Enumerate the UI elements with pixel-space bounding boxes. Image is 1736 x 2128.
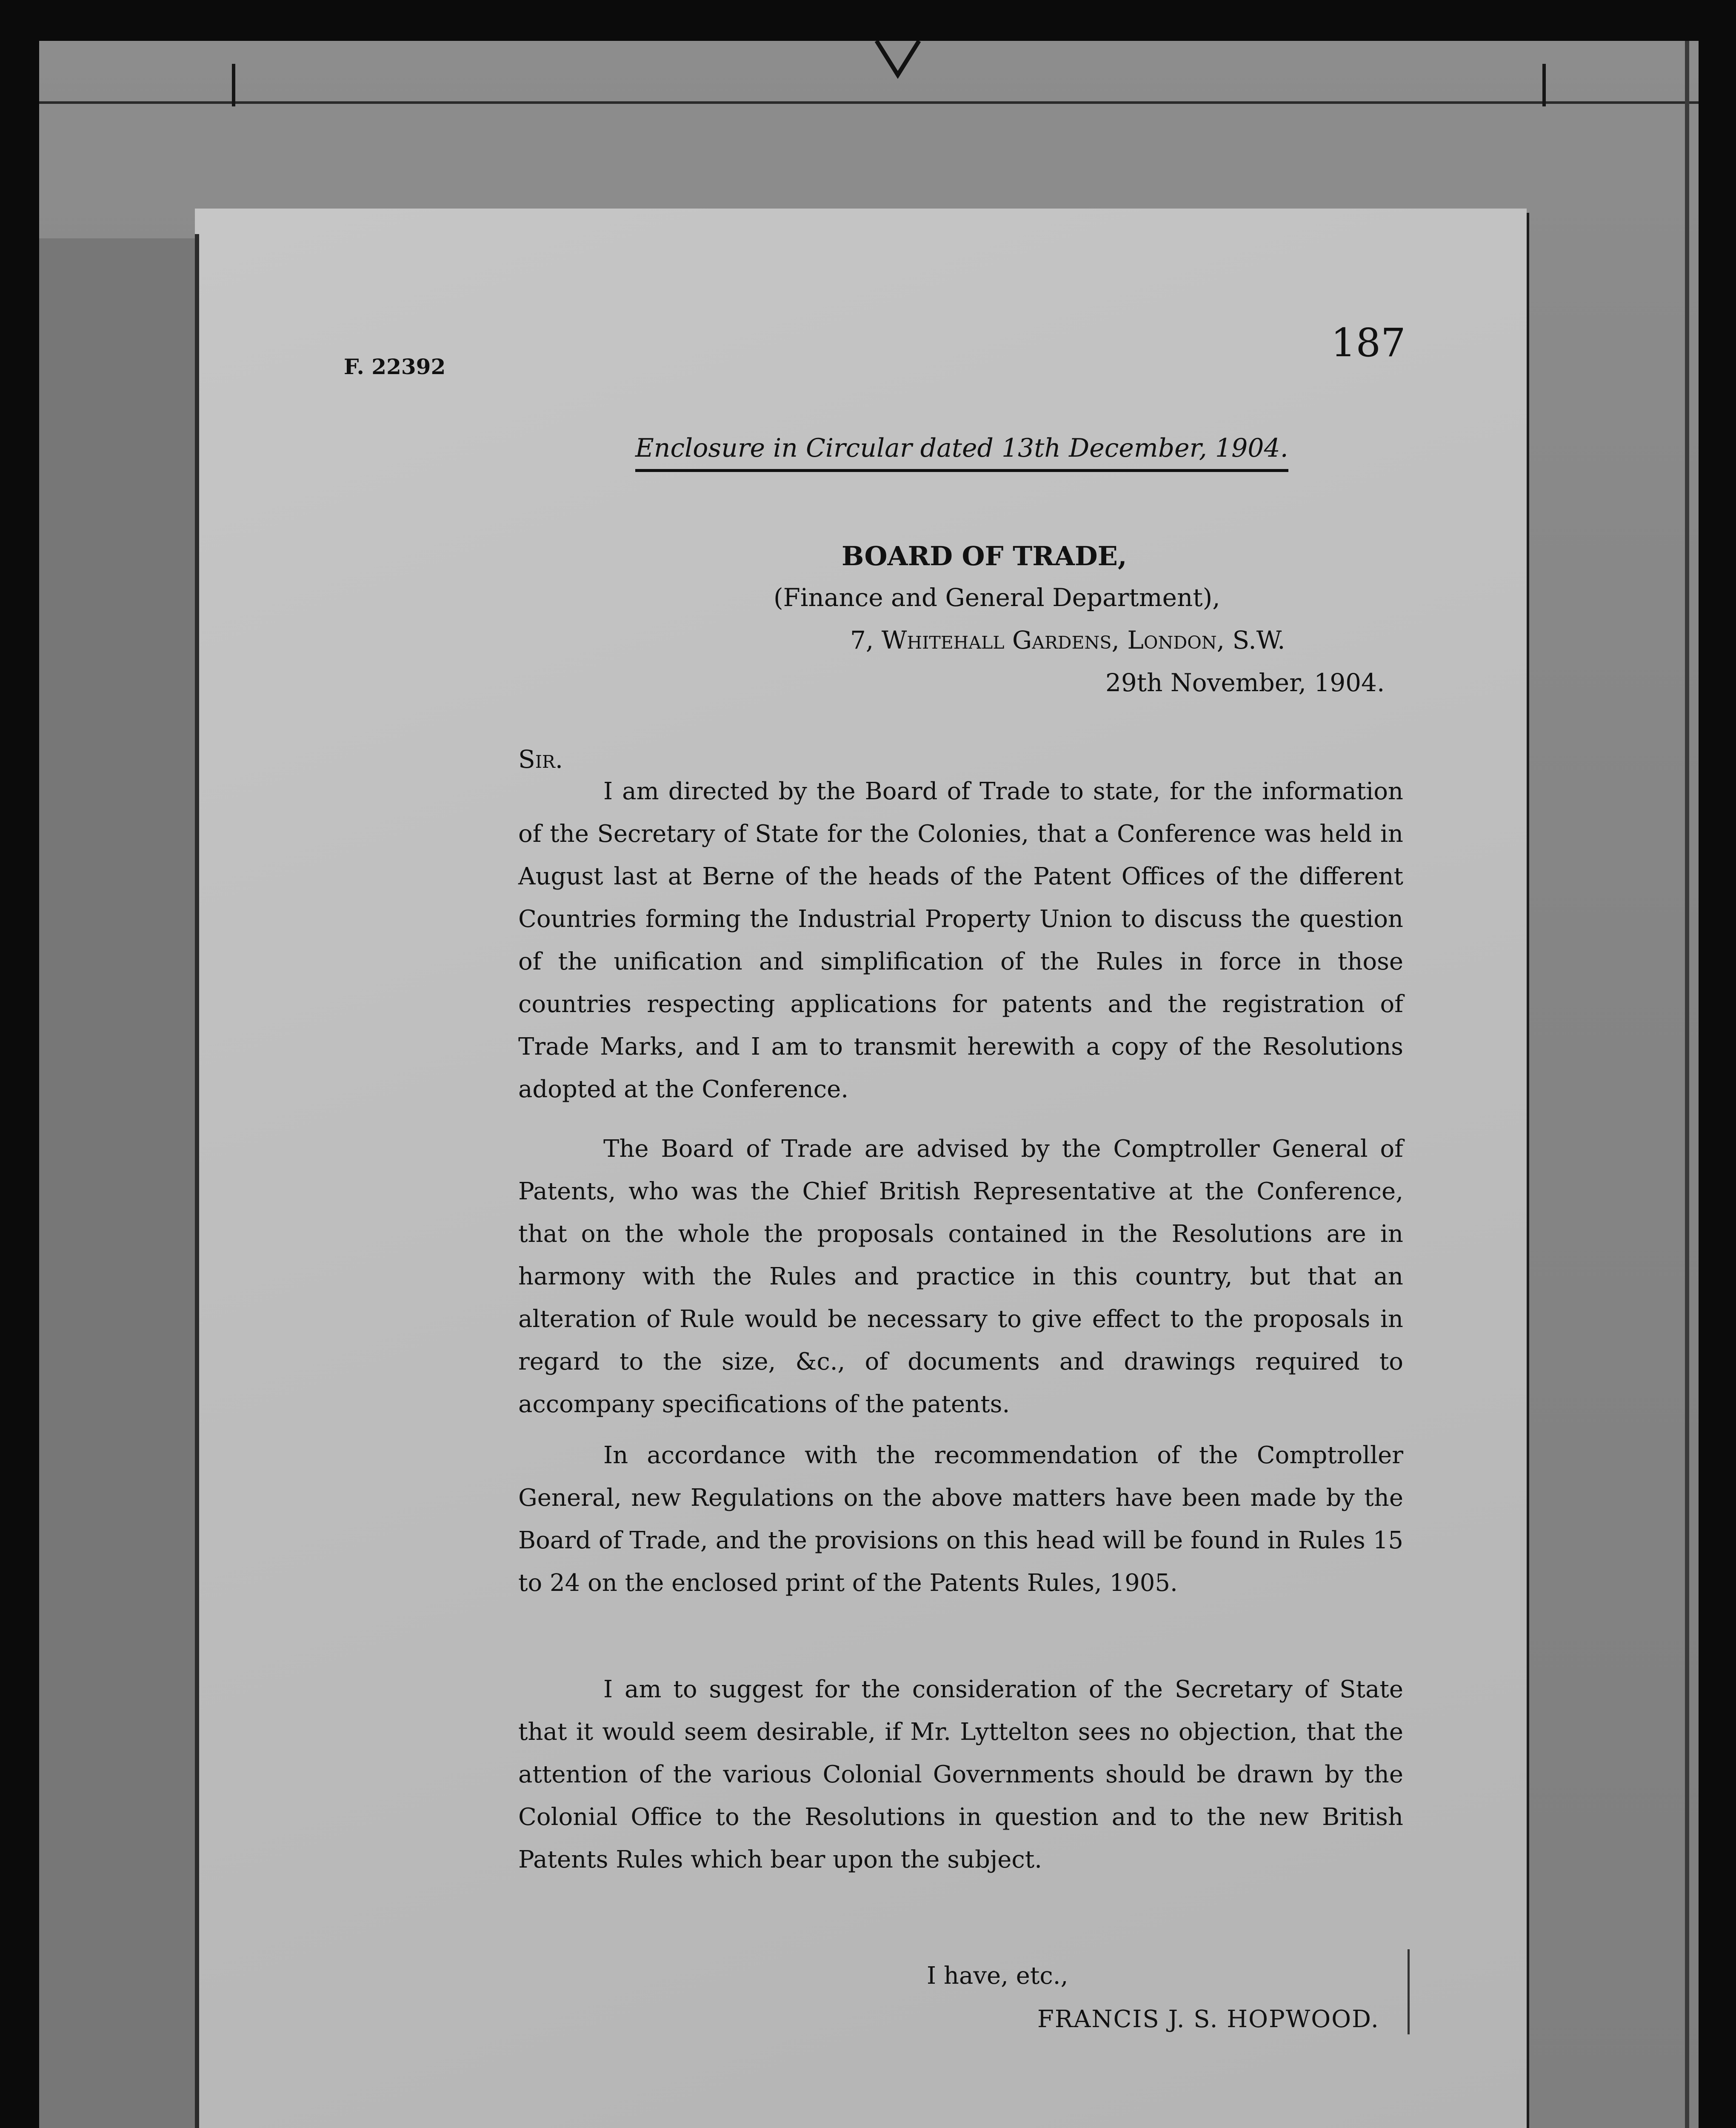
enclosure-line: Enclosure in Circular dated 13th December, 1904.: [635, 433, 1288, 472]
page-left-edge: [195, 234, 199, 2128]
paragraph-2: [518, 1128, 1403, 1426]
paragraph-3: [518, 1434, 1403, 1605]
paragraph-4-text: I am to suggest for the consideration of the Secretary of State that it would seem desirable, if Mr. Lyttelton sees no objection, that the attention of the various Colonial Governments should be drawn by the Colonial Office to the Resolutions in question and to the new British Patents Rules which bear upon the subject.: [518, 1676, 1403, 1873]
backing-sheet-strip: [39, 238, 197, 2128]
address-street: Whitehall Gardens, London, S.W.: [881, 626, 1285, 655]
signature-margin-rule: [1408, 1949, 1410, 2034]
paragraph-1-text: I am directed by the Board of Trade to state, for the information of the Secretary of State for the Colonies, that a Conference was held in August last at Berne of the heads of the Patent Offices of the different Countries forming the Industrial Property Union to discuss the question of the unification and simplification of the Rules in force in those countries respecting applications for patents and the registration of Trade Marks, and I am to transmit herewith a copy of the Resolutions adopted at the Conference.: [518, 778, 1403, 1103]
frame-left-tick: [232, 64, 235, 106]
letter-date: 29th November, 1904.: [1105, 668, 1385, 697]
paragraph-2-text: The Board of Trade are advised by the Comptroller General of Patents, who was the Chief British Representative at the Conference, that on the whole the proposals contained in the Resolutions are in harmony with the Rules and practice in this country, but that an alteration of Rule would be necessary to give effect to the proposals in regard to the size, &c., of documents and drawings required to accompany specifications of the patents.: [518, 1135, 1403, 1418]
frame-notch-mark: [872, 41, 923, 79]
letterhead-address: [850, 626, 1285, 655]
paragraph-4: [518, 1668, 1403, 1881]
frame-right-tick: [1542, 64, 1546, 106]
address-number: 7,: [850, 626, 874, 655]
frame-top-rule: [39, 101, 1699, 104]
page-number: 187: [1331, 320, 1406, 366]
paragraph-3-text: In accordance with the recommendation of the Comptroller General, new Regulations on the above matters have been made by the Board of Trade, and the provisions on this head will be found in Rules 15 to 24 on the enclosed print of the Patents Rules, 1905.: [518, 1442, 1403, 1597]
frame-right-edge: [1685, 41, 1689, 2128]
paragraph-1: [518, 770, 1403, 1111]
letterhead-organization: BOARD OF TRADE,: [842, 541, 1127, 572]
file-reference: F. 22392: [344, 354, 446, 379]
salutation: Sir.: [518, 745, 563, 774]
signature: FRANCIS J. S. HOPWOOD.: [1037, 2005, 1379, 2033]
letter-page: [195, 209, 1527, 2128]
closing-line: I have, etc.,: [927, 1962, 1068, 1990]
letterhead-department: (Finance and General Department),: [774, 583, 1220, 612]
